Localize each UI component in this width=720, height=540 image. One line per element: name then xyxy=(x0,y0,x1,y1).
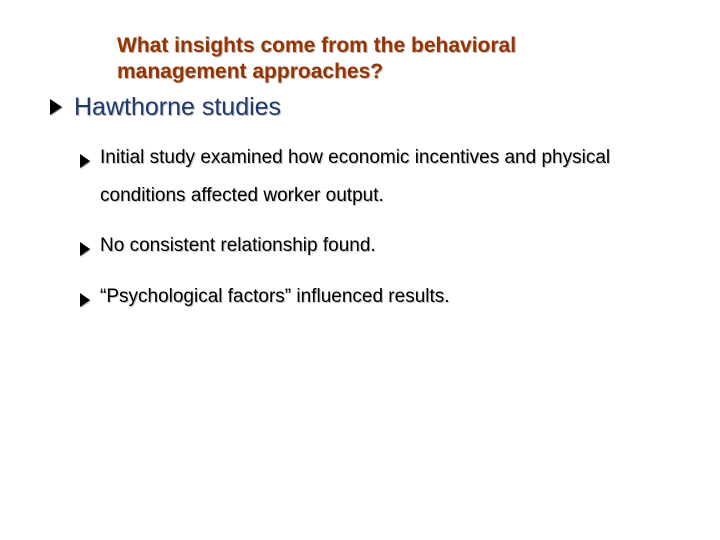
main-bullet-text: Hawthorne studies xyxy=(74,93,282,121)
arrow-bullet-icon xyxy=(80,242,90,256)
slide-title: What insights come from the behavioral management approaches? xyxy=(117,34,517,83)
sub-bullet xyxy=(80,235,680,265)
sub-bullet-text: “Psychological factors” influenced results. xyxy=(100,286,450,307)
arrow-bullet-icon xyxy=(50,99,62,115)
sub-bullet-text: No consistent relationship found. xyxy=(100,235,376,256)
sub-bullet xyxy=(80,147,680,215)
main-bullet xyxy=(50,92,281,122)
arrow-bullet-icon xyxy=(80,293,90,307)
arrow-bullet-icon xyxy=(80,154,90,168)
sub-bullet-text: Initial study examined how economic incentives and physical conditions affected worker output. xyxy=(100,147,611,206)
sub-bullet xyxy=(80,286,680,316)
